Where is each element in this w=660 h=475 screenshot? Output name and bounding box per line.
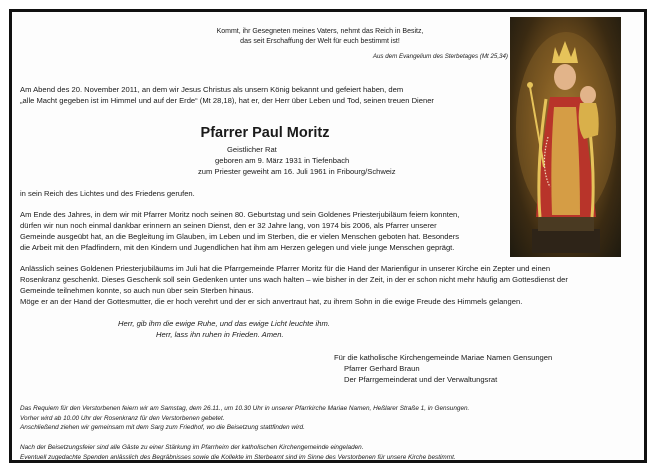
paragraph-2-line: Anlässlich seines Goldenen Priesterjubiläums im Juli hat die Pfarrgemeinde Pfarrer Moritz für die Hand der Marienfigur in unserer Kirche ein Zepter und einen (20, 264, 551, 273)
madonna-statue-photo (510, 17, 621, 257)
funeral-details (20, 404, 640, 433)
after-funeral-details (20, 443, 640, 462)
funeral-line: Vorher wird ab 10.00 Uhr der Rosenkranz für den Verstorbenen gebetet. (20, 414, 225, 422)
prayer-line-2: Herr, lass ihn ruhen in Frieden. Amen. (156, 330, 284, 339)
prayer-line-1: Herr, gib ihm die ewige Ruhe, und das ewige Licht leuchte ihm. (118, 319, 330, 328)
prayer (118, 318, 438, 340)
funeral-line: Anschließend ziehen wir gemeinsam mit dem Sarg zum Friedhof, wo die Beisetzung stattfinden wird. (20, 424, 305, 431)
funeral-line: Das Requiem für den Verstorbenen feiern wir am Samstag, dem 26.11., um 10.30 Uhr in unserer Pfarrkirche Mariae Namen, Heßlarer Straße 1, in Gensungen. (20, 405, 470, 412)
deceased-born: geboren am 9. März 1931 in Tiefenbach (215, 156, 350, 165)
deceased-details (198, 144, 518, 177)
paragraph-2-line: Möge er an der Hand der Gottesmutter, die er hoch verehrt und der er sich anvertraut hat, zu ihrem Sohn in die ewige Freude des Himmels gelangen. (20, 297, 523, 306)
paragraph-1-line: Gemeinde ausgeübt hat, an die Begleitung im Glauben, im Leben und im Sterben, die er vielen Menschen geboten hat. Besonders (20, 232, 460, 241)
signature-block (334, 352, 634, 385)
called-home-text: in sein Reich des Lichtes und des Friedens gerufen. (20, 189, 195, 198)
deceased-title: Geistlicher Rat (227, 145, 277, 154)
intro-line-1: Am Abend des 20. November 2011, an dem wir Jesus Christus als unsern König bekannt und gefeiert haben, dem (20, 85, 404, 94)
after-funeral-line: Eventuell zugedachte Spenden anlässlich des Begräbnisses sowie die Kollekte im Sterbeamt sind im Sinne des Verstorbenen für unsere Kirche bestimmt. (20, 453, 456, 461)
deceased-block (130, 124, 400, 142)
after-funeral-line: Nach der Beisetzungsfeier sind alle Gäste zu einer Stärkung im Pfarrheim der katholischen Kirchengemeinde eingeladen. (20, 444, 364, 451)
madonna-statue-image (510, 17, 621, 257)
deceased-name: Pfarrer Paul Moritz (200, 125, 330, 141)
paragraph-1 (20, 209, 510, 253)
signature-line-2: Pfarrer Gerhard Braun (344, 364, 420, 373)
paragraph-1-line: Am Ende des Jahres, in dem wir mit Pfarrer Moritz noch seinen 80. Geburtstag und sein Goldenes Priesterjubiläum feiern konnten, (20, 210, 460, 219)
epigraph (120, 27, 520, 47)
epigraph-line-2: das seit Erschaffung der Welt für euch bestimmt ist! (240, 38, 400, 45)
epigraph-line-1: Kommt, ihr Gesegneten meines Vaters, nehmt das Reich in Besitz, (216, 28, 424, 35)
intro-line-2: „alle Macht gegeben ist im Himmel und auf der Erde“ (Mt 28,18), hat er, der Herr über Leben und Tod, seinen treuen Diener (20, 96, 434, 105)
paragraph-2-line: Gemeinde teilnehmen konnte, so auch nun über sein Sterben hinaus. (20, 286, 254, 295)
intro-text (20, 84, 510, 106)
signature-line-3: Der Pfarrgemeinderat und der Verwaltungsrat (344, 375, 498, 384)
paragraph-2-line: Rosenkranz geschenkt. Dieses Geschenk soll sein Gedenken unter uns wach halten – wie bisher in der Zeit, in der er schon nicht mehr häufig am Gottesdienst der (20, 275, 568, 284)
epigraph-source: Aus dem Evangelium des Sterbetages (Mt 25,34) (372, 53, 508, 60)
paragraph-1-line: die Arbeit mit den Pfadfindern, mit den Kindern und Jugendlichen hat ihm am Herzen gelegen und viele junge Menschen geprägt. (20, 243, 455, 252)
paragraph-2 (20, 263, 645, 307)
deceased-ordained: zum Priester geweiht am 16. Juli 1961 in Fribourg/Schweiz (198, 167, 396, 176)
signature-line-1: Für die katholische Kirchengemeinde Mariae Namen Gensungen (334, 353, 553, 362)
paragraph-1-line: dürfen wir nun noch einmal dankbar erinnern an seinen Dienst, den er 32 Jahre lang, von 1974 bis 2006, als Pfarrer unserer (20, 221, 437, 230)
